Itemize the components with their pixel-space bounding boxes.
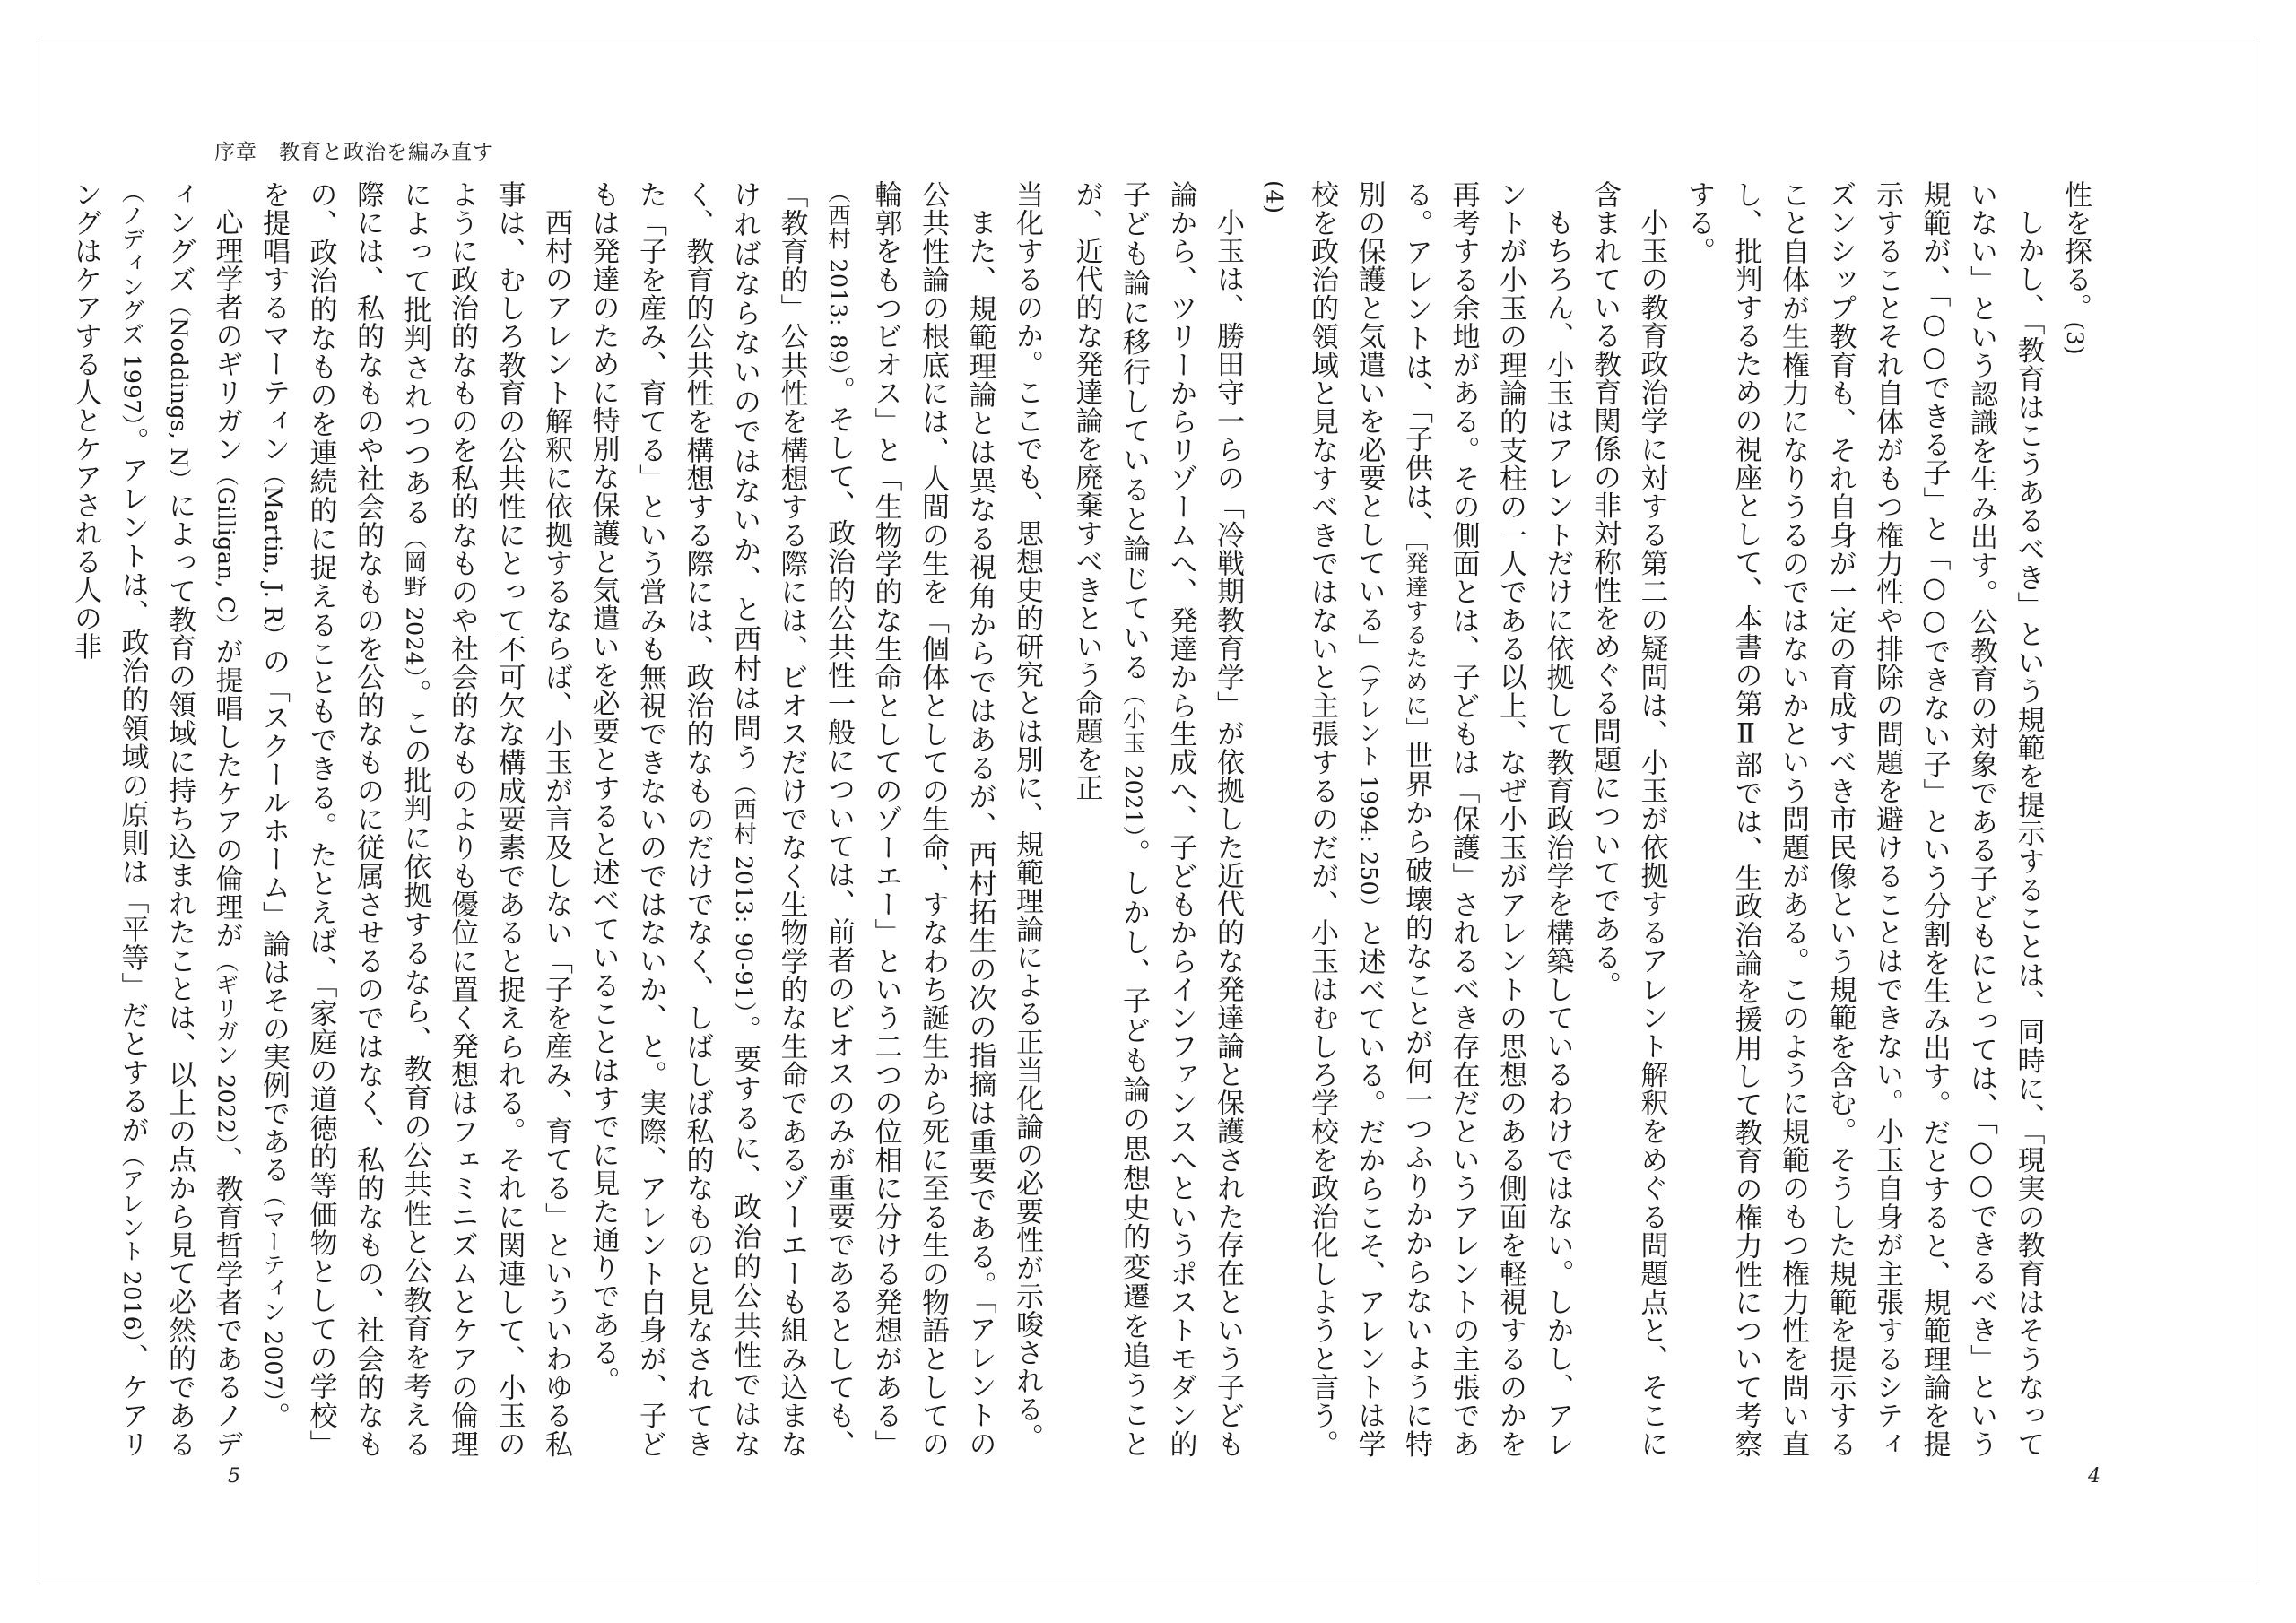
paragraph [250,180,580,1458]
inline-note: ［発達するために］ [1403,539,1430,742]
paragraph [1675,180,2052,1458]
text-run: 当化するのか。ここでも、思想史的研究とは別に、規範理論による正当化論の必要性が示唆される。 [1011,180,1043,1452]
text-run: 世界から破壊的なことが何一つふりかからないように特別の保護と気遣いを必要としている」 [1352,180,1432,1459]
paragraph [1251,180,1581,1458]
text-run: と述べている。だからこそ、アレントは学校を政治的領域と見なすべきではないと主張するのだが、小玉はむしろ学校を政治化しようと言う。 [1306,180,1386,1459]
paragraph [1581,180,1675,1458]
text-run: 、ケアリングはケアする人とケアされる人の非 [69,180,149,1459]
text-run: 小玉は、勝田守一らの「冷戦期教育学」が依拠した近代的な発達論と保護された存在という子ども論から、ツリーからリゾームへ、発達から生成へ、子どもからインファンスへというポストモダン的子ども論に移行していると論じている [1118,180,1244,1458]
text-run: 。 [257,1402,290,1431]
inline-note: （小玉 2021） [1120,681,1147,839]
inline-note: (3) [2062,321,2089,355]
inline-note: （マーティン 2007） [260,1184,287,1402]
text-run: 。この批判に依拠するなら、教育の公共性と公教育を考える際には、私的なものや社会的なものを公的なものに従属させるのではなく、私的なもの、社会的なもの、政治的なものを連続的に捉えることもできる。たとえば、「家庭の道徳的等価物としての学校」を提唱するマーティン [257,180,431,1459]
text-run: 。しかし、子ども論の思想史的変遷を追うことが、近代的な発達論を廃棄すべきという命題を正 [1070,180,1150,1459]
inline-note: （アレント 1994: 250） [1355,662,1383,920]
inline-note: （岡野 2024） [401,526,429,680]
paragraph [1004,180,1051,1458]
inline-note: （ギリガン 2022） [213,949,240,1147]
text-run: 心理学者のギリガン [210,208,243,464]
inline-note: （Noddings, N） [166,293,193,492]
inline-note: （西村 2013: 89） [825,180,852,377]
text-run: 。要するに、政治的公共性ではなく、教育的公共性を構想する際には、政治的なものだけでなく、しばしば私的なものと見なされてきた「子を産み、育てる」という営みも無視できないのではないか、と。実際、アレント自身が、子どもは発達のために特別な保護と気遣いを必要とすると述べていることはすでに見た通りである。 [587,180,761,1458]
paragraph [579,180,1004,1458]
left-page-body [69,180,1050,1459]
page-number-left: 5 [228,1465,240,1488]
text-run: によって教育の領域に持ち込まれたことは、以上の点から見て必然的である [163,491,196,1458]
text-run: もちろん、小玉はアレントだけに依拠して教育政治学を構築しているわけではない。しかし、アレントが小玉の理論的支柱の一人である以上、なぜ小玉がアレントの思想のある側面を軽視するのかを再考する余地がある。その側面とは、子どもは「保護」されるべき存在だというアレントの主張である。アレントは、「子供は、 [1400,180,1574,1458]
inline-note: （西村 2013: 90-91） [731,772,758,1016]
paragraph [2052,180,2100,1458]
text-run: 西村のアレント解釈に依拠するならば、小玉が言及しない「子を産み、育てる」といういわゆる私事は、むしろ教育の公共性にとって不可欠な構成要素であると捉えられる。それに関連して、小玉のように政治的なものを私的なものや社会的なものよりも優位に置く発想はフェミニズムとケアの倫理によって批判されつつある [398,180,572,1458]
book-spread [39,39,2257,1584]
text-run: が提唱したケアの倫理が [210,637,243,950]
left-page [39,39,1149,1584]
text-run: の「スクールホーム」論はその実例である [257,647,290,1184]
inline-note: （アレント 2016） [118,1144,146,1344]
text-run: 性を探る。 [2059,180,2092,322]
inline-note: （Martin, J. R） [260,463,287,647]
paragraph [62,180,250,1458]
text-run: 、教育哲学者であるノディングズ [163,180,243,1459]
text-run: 小玉の教育政治学に対する第二の疑問は、小玉が依拠するアレント解釈をめぐる問題点と、そこに含まれている教育関係の非対称性をめぐる問題についてである。 [1588,180,1668,1458]
text-run: 。アレントは、政治的領域の原則は「平等」だとするが [116,427,149,1145]
inline-note: （Gilligan, C） [213,463,240,638]
inline-note: （ノディングズ 1997） [118,180,146,428]
text-run: また、規範理論とは異なる視角からではあるが、西村拓生の次の指摘は重要である。「アレントの公共性論の根底には、人間の生を「個体としての生命、すなわち誕生から死に至る生の物語としての輪郭をもつビオス」と「生物学的な生命としてのゾーエー」という二つの位相に分ける発想がある」 [869,180,996,1458]
paragraph [1063,180,1251,1458]
running-head: 序章 教育と政治を編み直す [214,141,494,164]
page-number-right: 4 [2088,1465,2100,1488]
inline-note: (4) [1261,180,1289,214]
text-run: 。そして、政治的公共性一般については、前者のビオスのみが重要であるとしても、「教育的」公共性を構想する際には、ビオスだけでなく生物学的な生命であるゾーエーも組み込まなければならないのではないか、と西村は問う [728,180,855,1458]
text-run: しかし、「教育はこうあるべき」という規範を提示することは、同時に、「現実の教育はそうなっていない」という認識を生み出す。公教育の対象である子どもにとっては、「○○できるべき」という規範が、「○○できる子」と「○○できない子」という分割を生み出す。だとすると、規範理論を提示することそれ自体がもつ権力性や排除の問題を避けることはできない。小玉自身が主張するシティズンシップ教育も、それ自身が一定の育成すべき市民像という規範を含む。そうした規範を提示すること自体が生権力になりうるのではないかという問題がある。このように規範のもつ権力性を問い直し、批判するための視座として、本書の第Ⅱ部では、生政治論を援用して教育の権力性について考察する。 [1683,180,2045,1459]
right-page [1070,39,2258,1584]
right-page-body [1070,180,2099,1459]
